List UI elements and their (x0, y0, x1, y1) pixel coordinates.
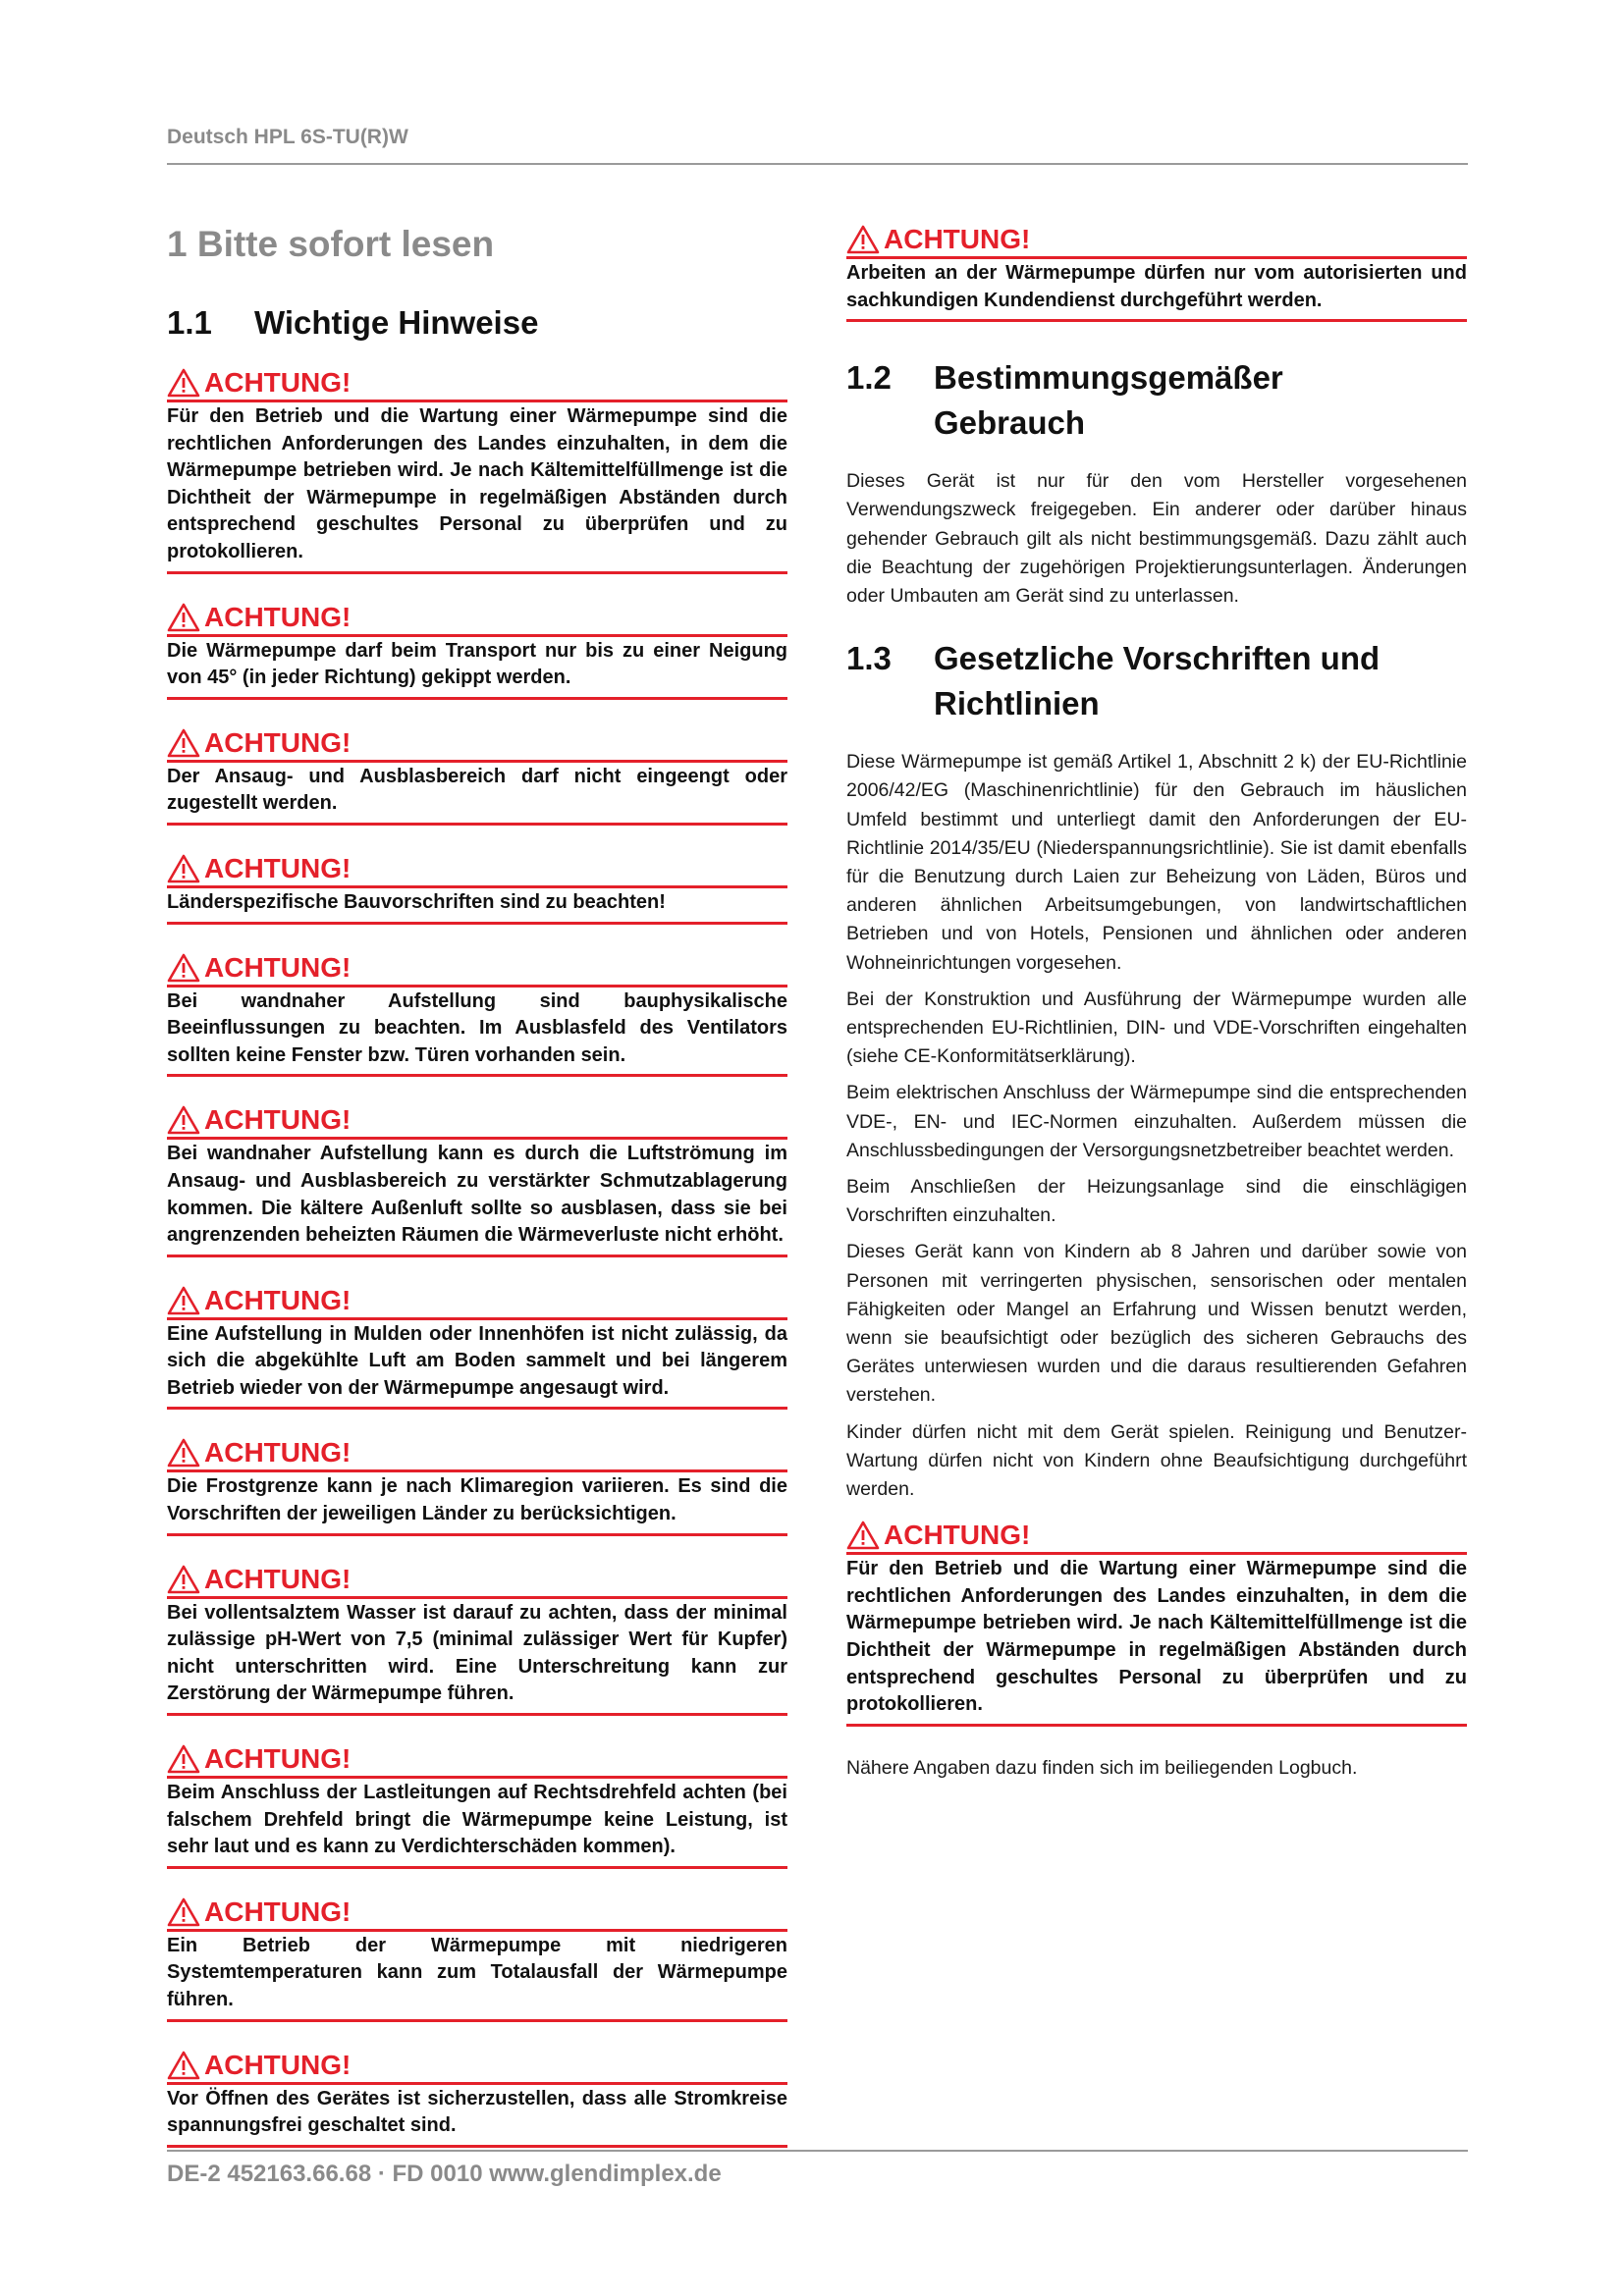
warning-label: ACHTUNG! (884, 1520, 1031, 1551)
warning-triangle-icon (167, 1744, 200, 1774)
warning-heading (167, 952, 787, 988)
warning-label: ACHTUNG! (204, 1104, 352, 1136)
warning-heading (167, 1285, 787, 1320)
closing-note: Nähere Angaben dazu finden sich im beiliegenden Logbuch. (846, 1756, 1358, 1779)
warning-heading (846, 224, 1467, 259)
warning-box (167, 1564, 787, 1716)
warning-triangle-icon (167, 1565, 200, 1594)
warning-heading (167, 602, 787, 637)
warning-label: ACHTUNG! (204, 1284, 352, 1315)
warning-heading (167, 1896, 787, 1932)
section-number: 1.1 (167, 304, 212, 341)
warning-heading (846, 1520, 1467, 1555)
section-1-3-heading (846, 636, 1467, 726)
warning-label: ACHTUNG! (204, 1743, 352, 1775)
warning-box (167, 1896, 787, 2022)
warning-box (167, 853, 787, 925)
warning-heading (167, 1743, 787, 1779)
section-title: Wichtige Hinweise (254, 304, 539, 341)
warning-box (167, 367, 787, 574)
warning-triangle-icon (167, 728, 200, 758)
warning-label: ACHTUNG! (204, 367, 352, 398)
page-header: Deutsch HPL 6S-TU(R)W (167, 126, 408, 148)
warning-text: Für den Betrieb und die Wartung einer Wärmepumpe sind die rechtlichen Anforderungen des Landes einzuhalten, in dem die Wärmepumpe betrieben wird. Je nach Kältemittelfüllmenge ist die Dichtheit der Wärmepumpe in regelmäßigen Abständen durch entsprechend geschultes Personal zu überprüfen und zu protokollieren. (846, 1555, 1467, 1727)
warning-triangle-icon (846, 225, 880, 254)
warning-box (167, 1437, 787, 1535)
section-1-2-heading (846, 355, 1467, 446)
warning-triangle-icon (167, 368, 200, 398)
warning-triangle-icon (167, 854, 200, 883)
warning-label: ACHTUNG! (204, 2049, 352, 2080)
warning-box (167, 727, 787, 826)
warning-box (167, 1743, 787, 1869)
warning-heading (167, 727, 787, 763)
section-title-line2: Richtlinien (934, 685, 1100, 722)
warning-text: Bei wandnaher Aufstellung sind bauphysikalische Beeinflussungen zu beachten. Im Ausblasfeld des Ventilators sollten keine Fenster bzw. Türen vorhanden sein. (167, 988, 787, 1078)
warning-heading (167, 1437, 787, 1472)
warning-text: Arbeiten an der Wärmepumpe dürfen nur vom autorisierten und sachkundigen Kundendienst durchgeführt werden. (846, 259, 1467, 322)
warning-triangle-icon (167, 1286, 200, 1315)
warning-box (167, 2050, 787, 2148)
paragraph: Dieses Gerät ist nur für den vom Hersteller vorgesehenen Verwendungszweck freigegeben. Ein anderer oder darüber hinaus gehender Gebrauch gilt als nicht bestimmungsgemäß. Dazu zählt auch die Beachtung der zugehörigen Projektierungsunterlagen. Änderungen oder Umbauten am Gerät sind zu unterlassen. (846, 470, 1467, 607)
warning-triangle-icon (846, 1521, 880, 1550)
warning-label: ACHTUNG! (204, 1437, 352, 1468)
warning-label: ACHTUNG! (204, 951, 352, 983)
warning-text: Bei wandnaher Aufstellung kann es durch die Luftströmung im Ansaug- und Ausblasbereich zu verstärkter Schmutzablagerung kommen. Die kältere Außenluft sollte so ausblasen, dass sie bei angrenzenden beheizten Räumen die Wärmeverluste nicht erhöht. (167, 1140, 787, 1256)
warning-triangle-icon (167, 953, 200, 983)
paragraph: Kinder dürfen nicht mit dem Gerät spielen. Reinigung und Benutzer- Wartung dürfen nicht von Kindern ohne Beaufsichtigung durchgeführt werden. (846, 1420, 1467, 1501)
warning-label: ACHTUNG! (884, 224, 1031, 254)
warning-label: ACHTUNG! (204, 1563, 352, 1594)
header-divider (167, 163, 1468, 165)
chapter-title: 1 Bitte sofort lesen (167, 224, 495, 264)
right-column (846, 224, 1467, 1790)
warning-box (167, 1104, 787, 1256)
warning-text: Länderspezifische Bauvorschriften sind zu beachten! (167, 888, 787, 925)
warning-text: Die Wärmepumpe darf beim Transport nur bis zu einer Neigung von 45° (in jeder Richtung) gekippt werden. (167, 637, 787, 700)
page-footer: DE-2 452163.66.68 · FD 0010 www.glendimplex.de (167, 2161, 722, 2187)
warning-label: ACHTUNG! (204, 726, 352, 758)
paragraph: Beim elektrischen Anschluss der Wärmepumpe sind die entsprechenden VDE-, EN- und IEC-Normen einzuhalten. Außerdem müssen die Anschlussbedingungen der Versorgungsnetzbetreiber beachtet werden. (846, 1082, 1467, 1161)
warning-heading (167, 1104, 787, 1140)
warning-box (846, 224, 1467, 322)
warning-triangle-icon (167, 1438, 200, 1468)
paragraph: Beim Anschließen der Heizungsanlage sind die einschlägigen Vorschriften einzuhalten. (846, 1176, 1467, 1227)
left-column (167, 224, 787, 2175)
warnings-list (167, 367, 787, 2148)
warning-box-top (846, 224, 1467, 322)
warning-text: Beim Anschluss der Lastleitungen auf Rechtsdrehfeld achten (bei falschem Drehfeld bringt die Wärmepumpe keine Leistung, ist sehr laut und es kann zu Verdichterschäden kommen). (167, 1779, 787, 1869)
warning-heading (167, 367, 787, 402)
footer-divider (167, 2150, 1468, 2152)
warning-label: ACHTUNG! (204, 601, 352, 632)
section-title-line1: Bestimmungsgemäßer (934, 359, 1283, 397)
section-title-line2: Gebrauch (934, 404, 1086, 442)
warning-triangle-icon (167, 1897, 200, 1927)
warning-text: Eine Aufstellung in Mulden oder Innenhöfen ist nicht zulässig, da sich die abgekühlte Luft am Boden sammelt und bei längerem Betrieb wieder von der Wärmepumpe angesaugt wird. (167, 1320, 787, 1411)
warning-text: Der Ansaug- und Ausblasbereich darf nicht eingeengt oder zugestellt werden. (167, 763, 787, 826)
warning-box (167, 952, 787, 1078)
warning-label: ACHTUNG! (204, 852, 352, 883)
section-number: 1.2 (846, 359, 892, 397)
warning-triangle-icon (167, 2051, 200, 2080)
paragraph: Bei der Konstruktion und Ausführung der Wärmepumpe wurden alle entsprechenden EU-Richtlinien, DIN- und VDE-Vorschriften eingehalten (siehe CE-Konformitätserklärung). (846, 988, 1467, 1068)
paragraph: Dieses Gerät kann von Kindern ab 8 Jahren und darüber sowie von Personen mit verringerten physischen, sensorischen oder mentalen Fähigkeiten oder Mangel an Erfahrung und Wissen benutzt werden, wenn sie beaufsichtigt oder bezüglich des sicheren Gebrauchs des Gerätes unterwiesen wurden und die daraus resultierenden Gefahren verstehen. (846, 1241, 1467, 1407)
section-title-line1: Gesetzliche Vorschriften und (934, 640, 1380, 677)
warning-heading (167, 853, 787, 888)
warning-text: Die Frostgrenze kann je nach Klimaregion variieren. Es sind die Vorschriften der jeweiligen Länder zu berücksichtigen. (167, 1472, 787, 1535)
warning-heading (167, 2050, 787, 2085)
warning-text: Bei vollentsalztem Wasser ist darauf zu achten, dass der minimal zulässige pH-Wert von 7,5 (minimal zulässiger Wert für Kupfer) nicht unterschritten wird. Eine Unterschreitung kann zur Zerstörung der Wärmepumpe führen. (167, 1599, 787, 1716)
warning-triangle-icon (167, 603, 200, 632)
warning-text: Ein Betrieb der Wärmepumpe mit niedrigeren Systemtemperaturen kann zum Totalausfall der Wärmepumpe führen. (167, 1932, 787, 2022)
paragraph: Diese Wärmepumpe ist gemäß Artikel 1, Abschnitt 2 k) der EU-Richtlinie 2006/42/EG (Maschinenrichtlinie) für den Gebrauch im häuslichen Umfeld bestimmt und unterliegt damit den Anforderungen der EU-Richtlinie 2014/35/EU (Niederspannungsrichtlinie). Sie ist damit ebenfalls für die Benutzung durch Laien zur Beheizung von Läden, Büros und anderen ähnlichen Arbeitsumgebungen, von landwirtschaftlichen Betrieben und von Hotels, Pensionen und ähnlichen oder anderen Wohneinrichtungen vorgesehen. (846, 751, 1467, 974)
warning-box (846, 1520, 1467, 1727)
warning-text: Für den Betrieb und die Wartung einer Wärmepumpe sind die rechtlichen Anforderungen des Landes einzuhalten, in dem die Wärmepumpe betrieben wird. Je nach Kältemittelfüllmenge ist die Dichtheit der Wärmepumpe in regelmäßigen Abständen durch entsprechend geschultes Personal zu überprüfen und zu protokollieren. (167, 402, 787, 574)
warning-triangle-icon (167, 1105, 200, 1135)
warning-text: Vor Öffnen des Gerätes ist sicherzustellen, dass alle Stromkreise spannungsfrei geschaltet sind. (167, 2085, 787, 2148)
warning-heading (167, 1564, 787, 1599)
warning-box (167, 1285, 787, 1411)
warning-box (167, 602, 787, 700)
warning-label: ACHTUNG! (204, 1896, 352, 1927)
section-1-1-heading (167, 300, 787, 346)
section-number: 1.3 (846, 640, 892, 677)
